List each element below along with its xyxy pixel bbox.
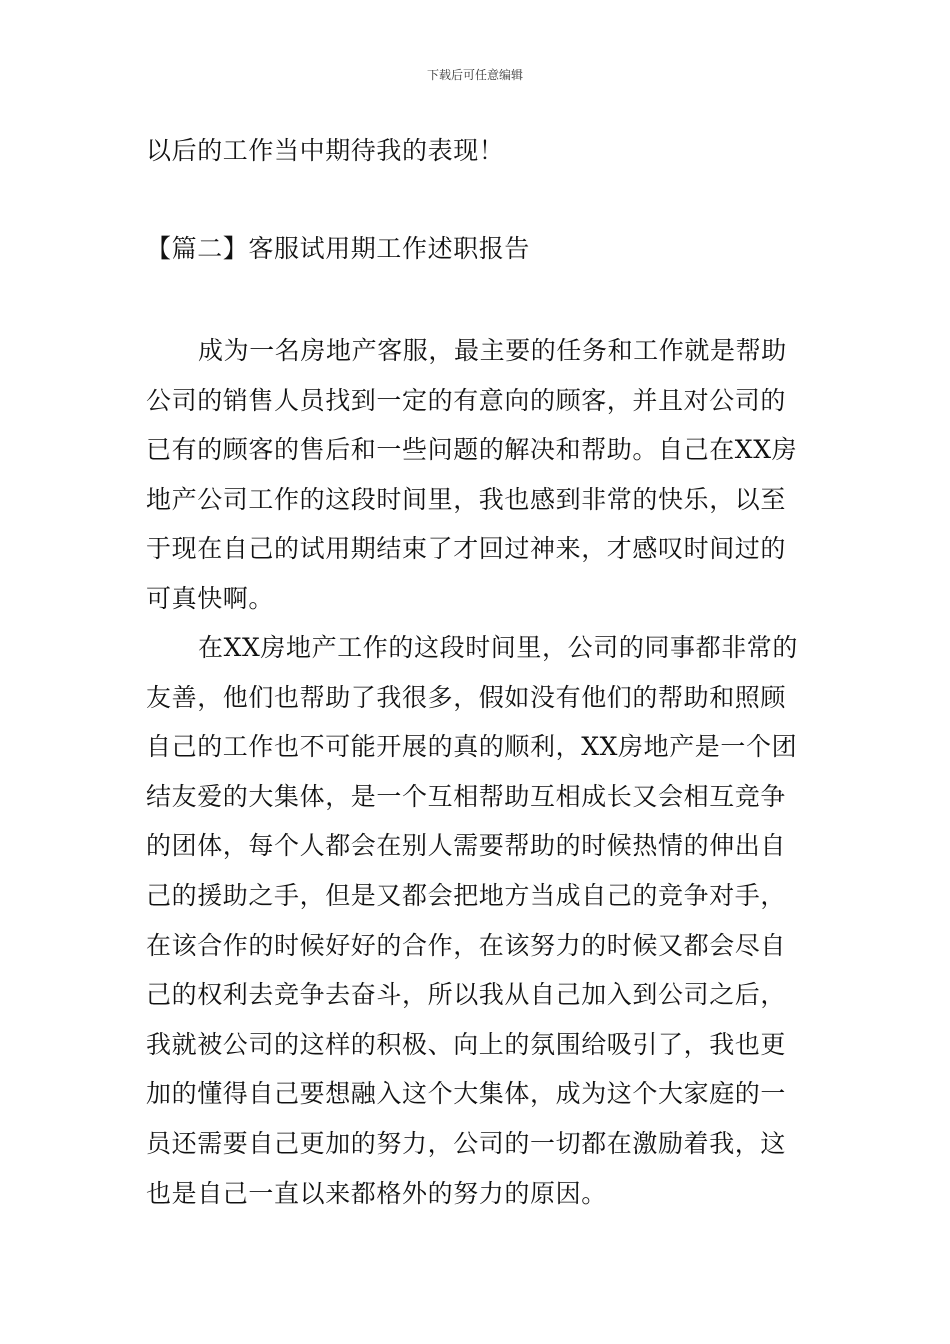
section-heading: 【篇二】客服试用期工作述职报告 — [146, 234, 531, 263]
paragraph-2: 在XX房地产工作的这段时间里，公司的同事都非常的友善，他们也帮助了我很多，假如没有他们的帮助和照顾自己的工作也不可能开展的真的顺利，XX房地产是一个团结友爱的大集体，是一个互相帮助互相成长又会相互竞争的团体，每个人都会在别人需要帮助的时候热情的伸出自己的援助之手，但是又都会把地方当成自己的竞争对手，在该合作的时候好好的合作，在该努力的时候又都会尽自己的权利去竞争去奋斗，所以我从自己加入到公司之后，我就被公司的这样的积极、向上的氛围给吸引了，我也更加的懂得自己要想融入这个大集体，成为这个大家庭的一员还需要自己更加的努力，公司的一切都在激励着我，这也是自己一直以来都格外的努力的原因。 — [146, 633, 798, 1208]
continuation-line: 以后的工作当中期待我的表现！ — [146, 136, 505, 165]
paragraph-1: 成为一名房地产客服，最主要的任务和工作就是帮助公司的销售人员找到一定的有意向的顾客，并且对公司的已有的顾客的售后和一些问题的解决和帮助。自己在XX房地产公司工作的这段时间里，我也感到非常的快乐，以至于现在自己的试用期结束了才回过神来，才感叹时间过的可真快啊。 — [146, 336, 798, 613]
header-note: 下载后可任意编辑 — [426, 68, 523, 82]
